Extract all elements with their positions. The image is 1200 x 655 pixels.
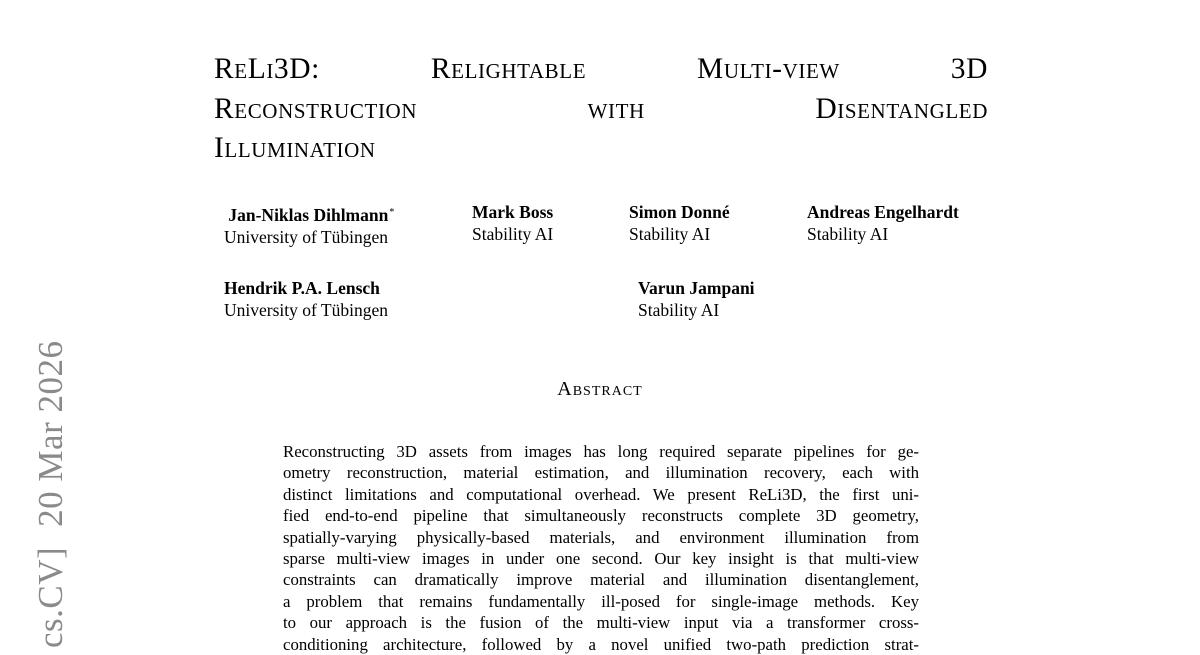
author-affiliation: Stability AI bbox=[638, 299, 720, 320]
abstract-line: a problem that remains fundamentally ill-posed for single-image methods. Key bbox=[283, 591, 919, 611]
author-block bbox=[224, 202, 394, 248]
title-word: 3D bbox=[950, 53, 988, 85]
author-name: Varun Jampani bbox=[638, 278, 755, 298]
abstract-line: conditioning architecture, followed by a novel unified two-path prediction strat- bbox=[283, 634, 919, 654]
title-line bbox=[214, 50, 988, 90]
author-name: Jan-Niklas Dihlmann bbox=[228, 205, 389, 225]
title-line bbox=[214, 90, 988, 130]
title-word: Reconstruction bbox=[214, 92, 418, 125]
abstract-line: fied end-to-end pipeline that simultaneously reconstructs complete 3D geometry, bbox=[283, 506, 919, 526]
author-name: Simon Donné bbox=[629, 202, 730, 222]
author-block bbox=[472, 202, 553, 245]
paper-title bbox=[214, 50, 988, 169]
author-name: Hendrik P.A. Lensch bbox=[224, 278, 380, 298]
arxiv-date: 20 Mar 2026 bbox=[31, 340, 70, 527]
title-word: with bbox=[587, 92, 645, 125]
abstract-line: constraints can dramatically improve material and illumination disentanglement, bbox=[283, 570, 919, 590]
author-affiliation: University of Tübingen bbox=[224, 226, 388, 247]
title-word: Illumination bbox=[214, 132, 376, 164]
arxiv-category: cs.CV] bbox=[31, 546, 70, 648]
abstract-line: to our approach is the fusion of the multi-view input via a transformer cross- bbox=[283, 613, 919, 633]
author-block bbox=[224, 278, 388, 321]
title-word: Disentangled bbox=[815, 92, 988, 125]
title-word: ReLi3D: bbox=[214, 53, 320, 85]
arxiv-identifier bbox=[28, 308, 74, 648]
abstract-line: ometry reconstruction, material estimation, and illumination recovery, each with bbox=[283, 463, 919, 483]
author-block bbox=[629, 202, 730, 245]
author-affiliation: Stability AI bbox=[472, 223, 554, 244]
author-block bbox=[638, 278, 755, 321]
title-word: Multi-view bbox=[697, 53, 840, 85]
abstract-body bbox=[283, 441, 919, 655]
abstract-line: sparse multi-view images in under one second. Our key insight is that multi-view bbox=[283, 548, 919, 568]
author-footnote-mark: * bbox=[389, 207, 395, 218]
author-affiliation: University of Tübingen bbox=[224, 299, 388, 320]
author-name: Andreas Engelhardt bbox=[807, 202, 959, 222]
abstract-line: distinct limitations and computational overhead. We present ReLi3D, the first uni- bbox=[283, 484, 919, 504]
author-block bbox=[807, 202, 959, 245]
abstract-line: Reconstructing 3D assets from images has long required separate pipelines for ge- bbox=[283, 442, 919, 461]
title-line bbox=[214, 129, 988, 169]
abstract-heading: Abstract bbox=[557, 378, 643, 400]
abstract-line: spatially-varying physically-based materials, and environment illumination from bbox=[283, 527, 919, 547]
title-word: Relightable bbox=[430, 53, 587, 85]
author-affiliation: Stability AI bbox=[629, 223, 711, 244]
author-name: Mark Boss bbox=[472, 202, 554, 222]
author-affiliation: Stability AI bbox=[807, 223, 889, 244]
